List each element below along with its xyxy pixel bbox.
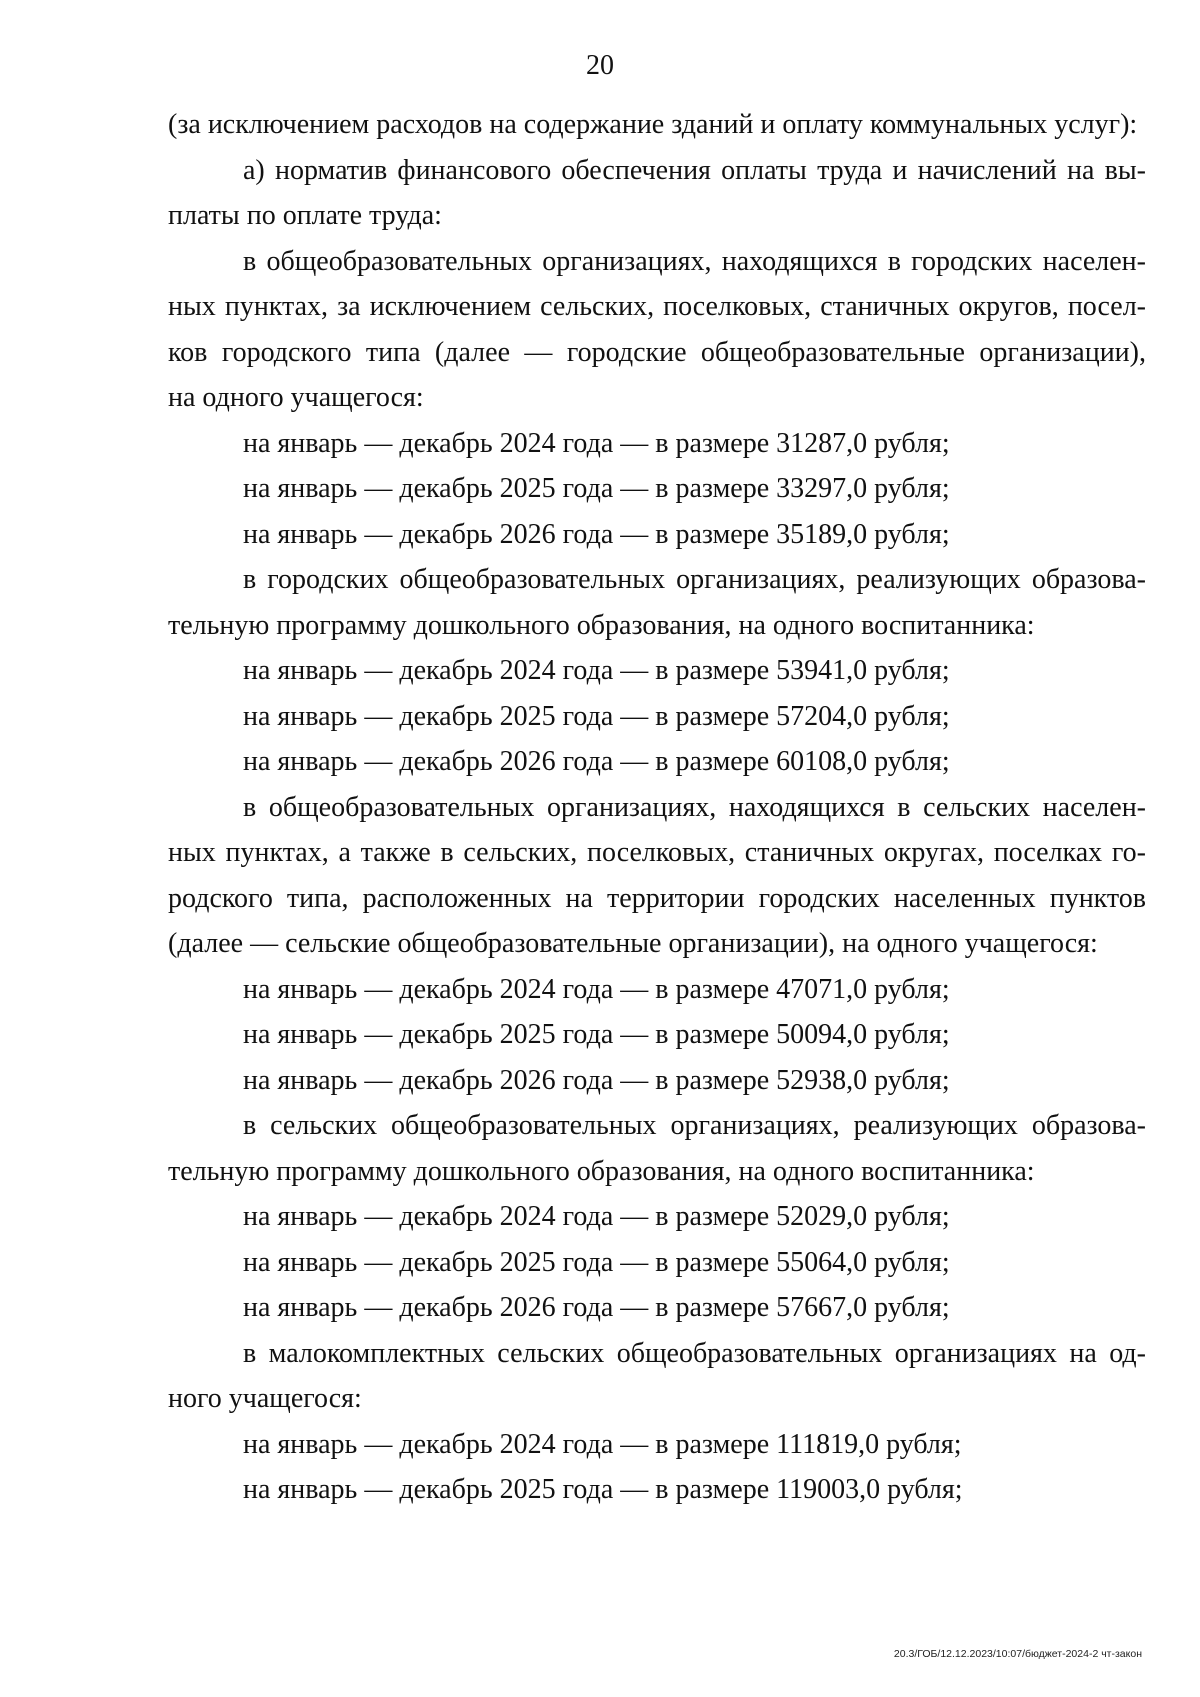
text-line: (далее — сельские общеобразовательные организации), на одного учащегося: [168, 928, 1098, 959]
text-line: на январь — декабрь 2024 года — в размере 47071,0 рубля; [243, 973, 950, 1005]
text-line: на январь — декабрь 2024 года — в размере 53941,0 рубля; [243, 655, 950, 686]
document-footer-code: 20.3/ГОБ/12.12.2023/10:07/бюджет-2024-2 чт-закон [893, 1648, 1142, 1660]
text-line: родского типа, расположенных на территории городских населенных пунктов [168, 882, 1146, 914]
text-line: на январь — декабрь 2025 года — в размере 33297,0 рубля; [243, 473, 950, 504]
text-line: в городских общеобразовательных организациях, реализующих образова- [243, 564, 1146, 595]
text-line: тельную программу дошкольного образования, на одного воспитанника: [168, 1155, 1035, 1187]
text-line: ных пунктах, за исключением сельских, поселковых, станичных округов, посел- [168, 291, 1146, 322]
text-line: на январь — декабрь 2026 года — в размере 52938,0 рубля; [243, 1064, 950, 1096]
text-line: в сельских общеобразовательных организациях, реализующих образова- [243, 1110, 1146, 1141]
text-line: на январь — декабрь 2026 года — в размере 60108,0 рубля; [243, 746, 950, 777]
text-line: а) норматив финансового обеспечения оплаты труда и начислений на вы- [243, 154, 1146, 186]
document-body [168, 102, 1146, 1513]
text-line: на январь — декабрь 2025 года — в размере 55064,0 рубля; [243, 1246, 950, 1278]
text-line: ного учащегося: [168, 1383, 362, 1414]
text-line: в общеобразовательных организациях, находящихся в сельских населен- [243, 791, 1146, 823]
text-line: на одного учащегося: [168, 382, 424, 413]
text-line: ных пунктах, а также в сельских, поселковых, станичных округах, поселках го- [168, 837, 1146, 868]
text-line: тельную программу дошкольного образования, на одного воспитанника: [168, 609, 1035, 641]
text-line: на январь — декабрь 2026 года — в размере 57667,0 рубля; [243, 1292, 950, 1323]
text-line: (за исключением расходов на содержание зданий и оплату коммунальных услуг): [168, 109, 1138, 140]
text-line: на январь — декабрь 2026 года — в размере 35189,0 рубля; [243, 518, 950, 550]
text-line: на январь — декабрь 2024 года — в размере 111819,0 рубля; [243, 1428, 962, 1460]
text-line: на январь — декабрь 2025 года — в размере 119003,0 рубля; [243, 1474, 963, 1505]
text-line: ков городского типа (далее — городские общеобразовательные организации), [168, 336, 1146, 368]
text-line: на январь — декабрь 2025 года — в размере 50094,0 рубля; [243, 1019, 950, 1050]
text-line: на январь — декабрь 2024 года — в размере 31287,0 рубля; [243, 427, 950, 459]
text-line: в общеобразовательных организациях, находящихся в городских населен- [243, 245, 1146, 277]
text-line: платы по оплате труда: [168, 200, 442, 231]
page-number: 20 [586, 50, 614, 81]
text-line: на январь — декабрь 2025 года — в размере 57204,0 рубля; [243, 700, 950, 732]
text-line: в малокомплектных сельских общеобразовательных организациях на од- [243, 1337, 1146, 1369]
text-line: на январь — декабрь 2024 года — в размере 52029,0 рубля; [243, 1201, 950, 1232]
